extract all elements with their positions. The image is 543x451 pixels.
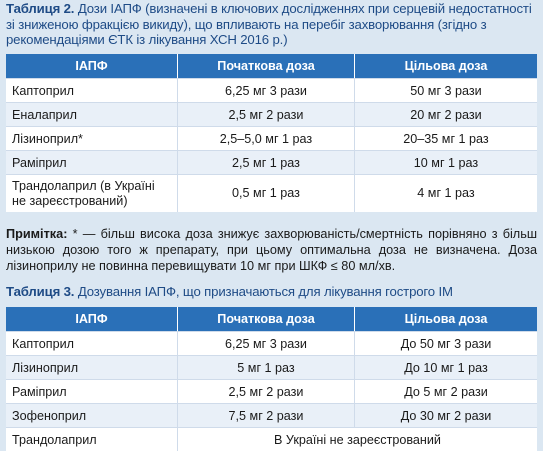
table-header-row <box>6 307 537 331</box>
not-registered-cell: В Україні не зареєстрований <box>178 427 537 451</box>
footnote-label: Примітка: <box>6 227 68 241</box>
table-row <box>6 379 537 403</box>
start-dose-cell: 6,25 мг 3 рази <box>178 78 355 102</box>
target-dose-cell: До 10 мг 1 раз <box>355 355 537 379</box>
table-row <box>6 102 537 126</box>
drug-cell: Раміприл <box>6 379 178 403</box>
start-dose-cell: 5 мг 1 раз <box>178 355 355 379</box>
column-header-target-dose: Цільова доза <box>355 307 537 331</box>
start-dose-cell: 6,25 мг 3 рази <box>178 331 355 355</box>
drug-cell: Еналаприл <box>6 102 178 126</box>
target-dose-cell: 20–35 мг 1 раз <box>355 126 537 150</box>
ace-inhibitor-mi-dose-table <box>6 307 537 451</box>
drug-cell: Трандолаприл <box>6 427 178 451</box>
drug-cell: Лізиноприл <box>6 355 178 379</box>
table2-caption-label: Таблиця 2. <box>6 1 75 16</box>
table-row <box>6 427 537 451</box>
start-dose-cell: 2,5 мг 2 рази <box>178 102 355 126</box>
table-header-row <box>6 54 537 78</box>
column-header-start-dose: Початкова доза <box>178 54 355 78</box>
table-row <box>6 331 537 355</box>
table3-caption-label: Таблиця 3. <box>6 284 75 299</box>
table-row <box>6 150 537 174</box>
column-header-drug: ІАПФ <box>6 307 178 331</box>
target-dose-cell: 4 мг 1 раз <box>355 174 537 212</box>
table3-caption <box>6 284 538 300</box>
table-footnote <box>6 226 537 274</box>
table3-caption-text: Дозування ІАПФ, що призначаються для лікування гострого ІМ <box>77 284 453 299</box>
drug-cell: Зофеноприл <box>6 403 178 427</box>
drug-cell: Трандолаприл (в Україні не зареєстрований) <box>6 174 178 212</box>
start-dose-cell: 0,5 мг 1 раз <box>178 174 355 212</box>
target-dose-cell: 50 мг 3 рази <box>355 78 537 102</box>
column-header-drug: ІАПФ <box>6 54 178 78</box>
column-header-start-dose: Початкова доза <box>178 307 355 331</box>
target-dose-cell: До 5 мг 2 рази <box>355 379 537 403</box>
footnote-text: * — більш висока доза знижує захворюваність/смертність порівняно з більш низькою дозою того ж препарату, при цьому оптимальна доза не визначена. Доза лізиноприлу не повинна перевищувати 10 мг при ШКФ ≤ 80 мл/хв. <box>6 227 537 273</box>
start-dose-cell: 7,5 мг 2 рази <box>178 403 355 427</box>
target-dose-cell: 20 мг 2 рази <box>355 102 537 126</box>
table-row <box>6 78 537 102</box>
table2-caption-text: Дози ІАПФ (визначені в ключових дослідженнях при серцевій недостатності зі зниженою фракцією викиду), що впливають на перебіг захворювання (згідно з рекомендаціями ЄТК із лікування ХСН 2016 р.) <box>6 1 532 47</box>
drug-cell: Раміприл <box>6 150 178 174</box>
drug-cell: Каптоприл <box>6 331 178 355</box>
table-row <box>6 126 537 150</box>
ace-inhibitor-hf-dose-table <box>6 54 537 212</box>
table-row <box>6 174 537 212</box>
table-row <box>6 355 537 379</box>
table2-caption <box>6 1 538 48</box>
target-dose-cell: До 30 мг 2 рази <box>355 403 537 427</box>
target-dose-cell: До 50 мг 3 рази <box>355 331 537 355</box>
start-dose-cell: 2,5 мг 1 раз <box>178 150 355 174</box>
drug-cell: Лізиноприл* <box>6 126 178 150</box>
drug-cell: Каптоприл <box>6 78 178 102</box>
target-dose-cell: 10 мг 1 раз <box>355 150 537 174</box>
table-row <box>6 403 537 427</box>
start-dose-cell: 2,5 мг 2 рази <box>178 379 355 403</box>
column-header-target-dose: Цільова доза <box>355 54 537 78</box>
start-dose-cell: 2,5–5,0 мг 1 раз <box>178 126 355 150</box>
